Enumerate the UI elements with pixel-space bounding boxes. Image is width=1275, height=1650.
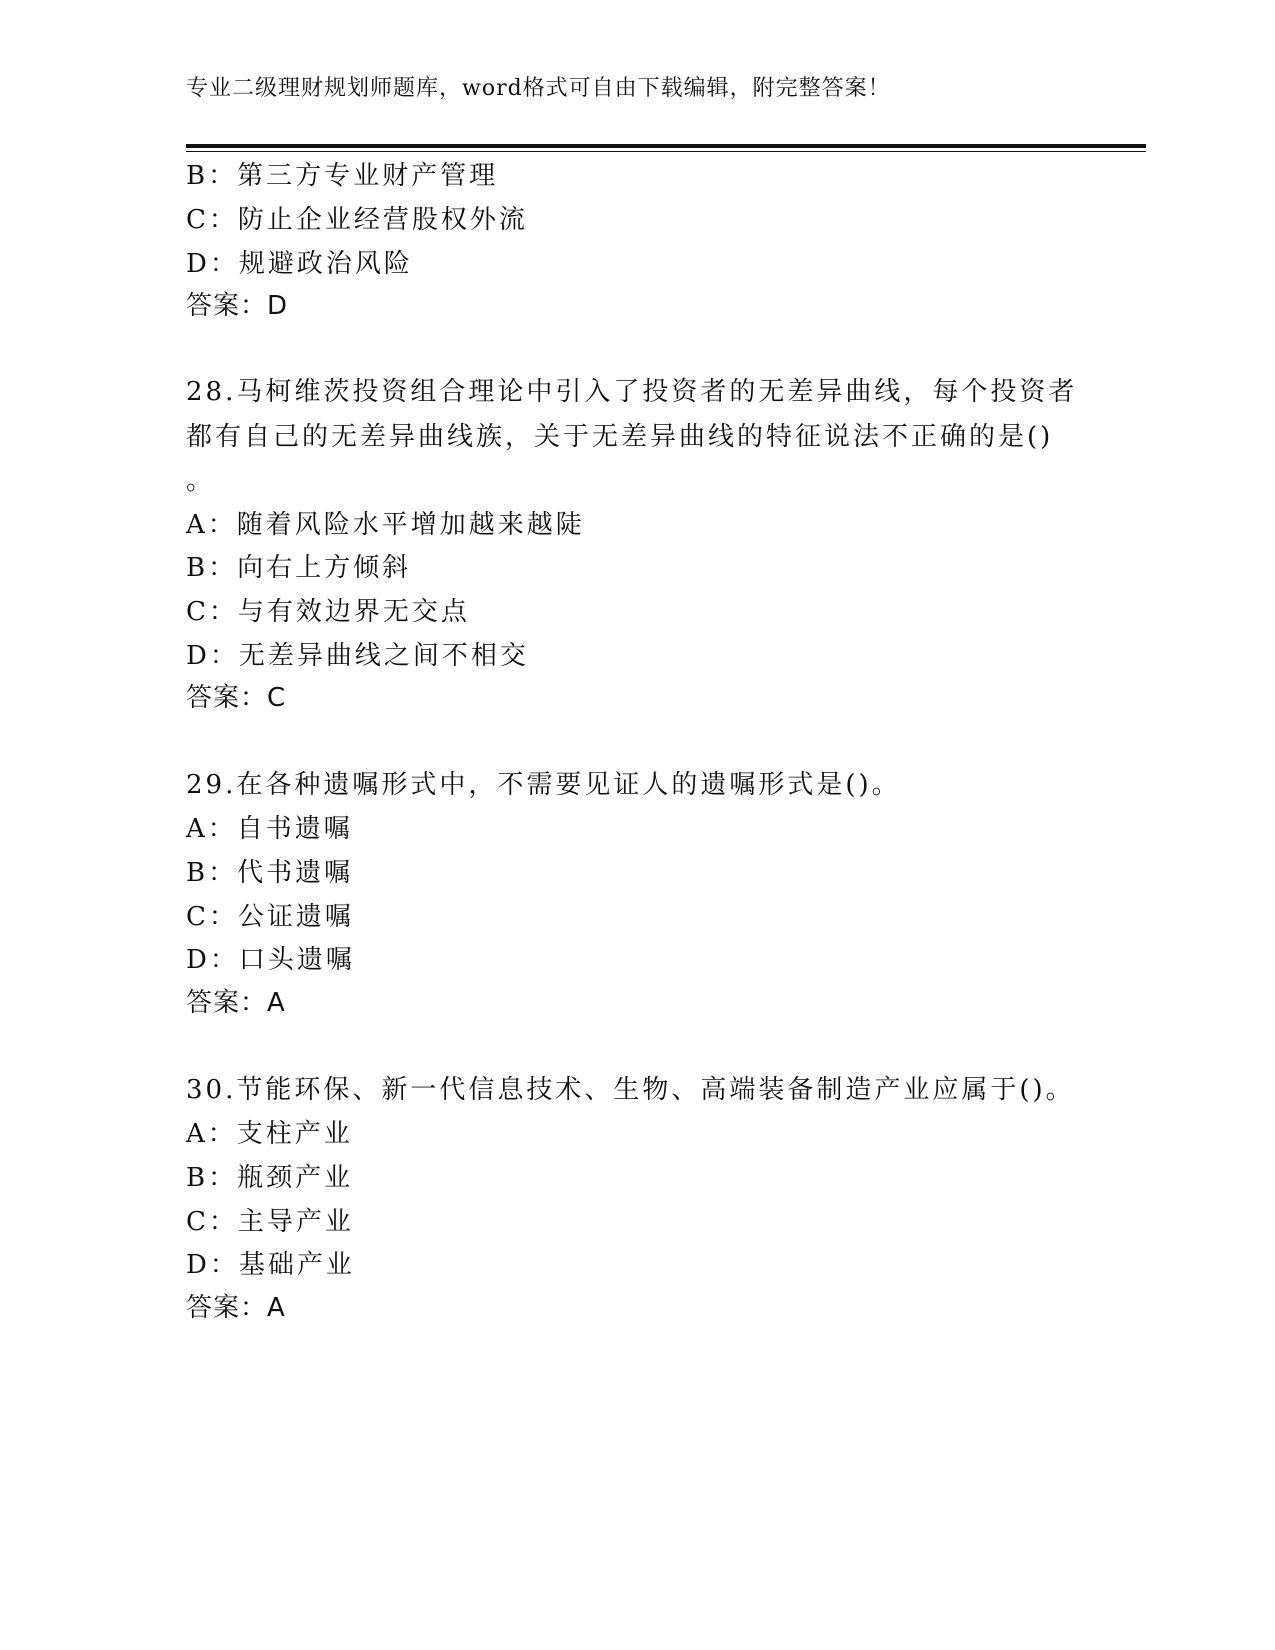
q27-answer-value: D [267, 291, 289, 321]
header-rule-thick [186, 144, 1146, 148]
q28-answer-value: C [267, 683, 287, 713]
q29-answer [186, 985, 286, 1021]
q30-option-b: B：瓶颈产业 [186, 1163, 354, 1193]
q29-option-d: D：口头遗嘱 [186, 945, 355, 975]
q30-answer [186, 1290, 286, 1326]
q28-stem-line1: 28.马柯维茨投资组合理论中引入了投资者的无差异曲线，每个投资者 [186, 377, 1078, 407]
q29-stem-line1: 29.在各种遗嘱形式中，不需要见证人的遗嘱形式是()。 [186, 770, 901, 800]
q27-option-c: C：防止企业经营股权外流 [186, 205, 528, 235]
q27-option-d: D：规避政治风险 [186, 249, 413, 279]
q29-option-b: B：代书遗嘱 [186, 858, 354, 888]
q28-option-b: B：向右上方倾斜 [186, 553, 412, 583]
q28-option-d: D：无差异曲线之间不相交 [186, 641, 529, 671]
q27-answer [186, 288, 288, 324]
q28-option-a: A：随着风险水平增加越来越陡 [186, 510, 585, 540]
q30-option-c: C：主导产业 [186, 1207, 354, 1237]
q28-stem-line3: 。 [186, 466, 216, 496]
q29-answer-value: A [267, 988, 286, 1018]
q30-option-d: D：基础产业 [186, 1250, 355, 1280]
q30-answer-value: A [267, 1293, 286, 1323]
q29-answer-label: 答案： [186, 988, 268, 1018]
q28-answer [186, 680, 286, 716]
q29-option-c: C：公证遗嘱 [186, 902, 354, 932]
q30-option-a: A：支柱产业 [186, 1119, 353, 1149]
q30-stem-line1: 30.节能环保、新一代信息技术、生物、高端装备制造产业应属于()。 [186, 1075, 1075, 1105]
q27-option-b: B：第三方专业财产管理 [186, 161, 499, 191]
q30-answer-label: 答案： [186, 1293, 268, 1323]
q29-option-a: A：自书遗嘱 [186, 814, 353, 844]
q28-stem-line2: 都有自己的无差异曲线族，关于无差异曲线的特征说法不正确的是() [186, 422, 1054, 452]
q28-answer-label: 答案： [186, 683, 268, 713]
header-rule-thin [186, 151, 1146, 152]
page-header: 专业二级理财规划师题库，word格式可自由下载编辑，附完整答案！ [186, 76, 891, 101]
q27-answer-label: 答案： [186, 291, 268, 321]
q28-option-c: C：与有效边界无交点 [186, 597, 470, 627]
